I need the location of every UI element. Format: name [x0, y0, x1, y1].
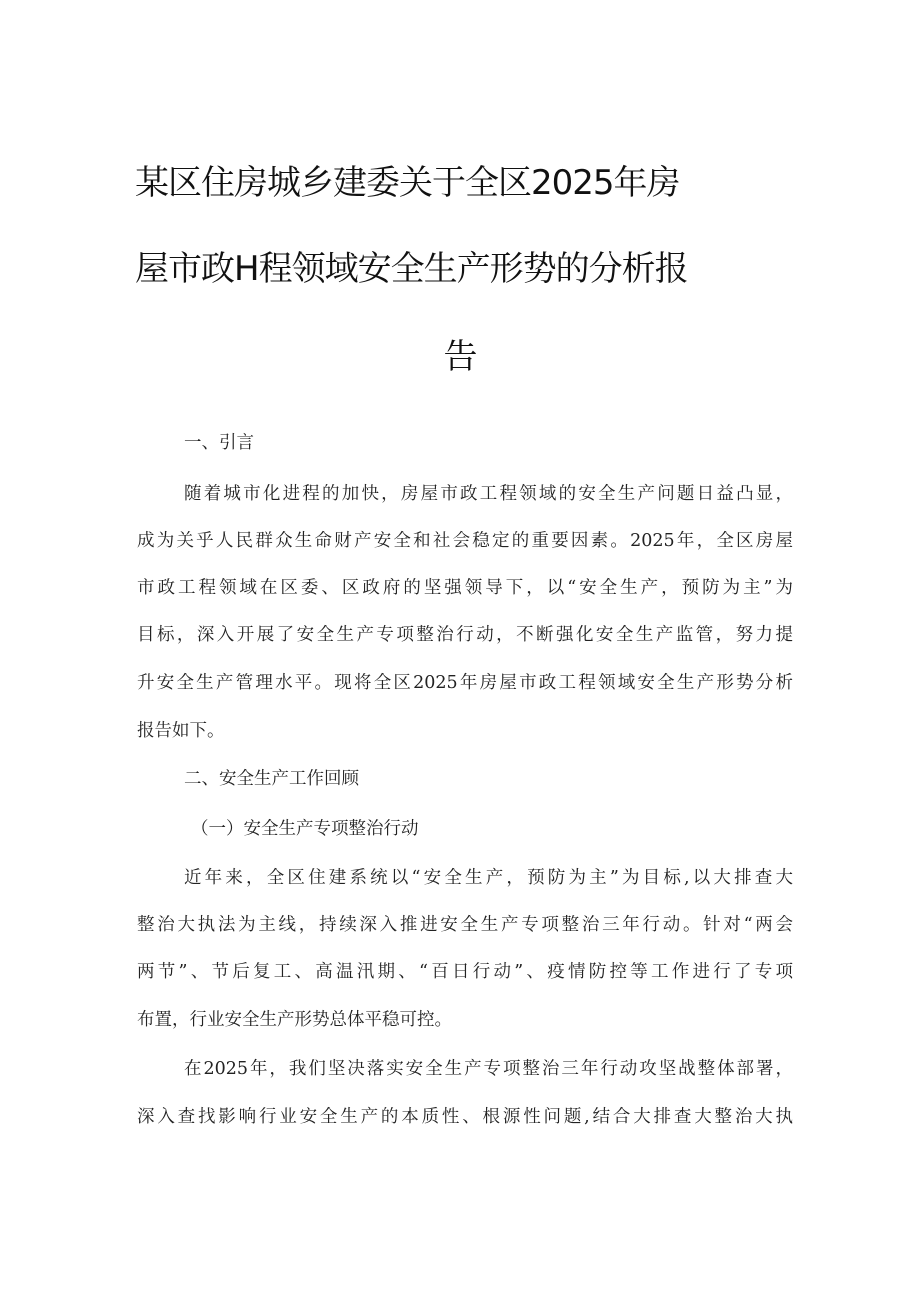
paragraph-line: 两节”、节后复工、高温汛期、“百日行动”、疫情防控等工作进行了专项 — [137, 962, 793, 982]
intro-paragraph-line: 随着城市化进程的加快，房屋市政工程领域的安全生产问题日益凸显， — [184, 484, 793, 504]
section-heading-review: 二、安全生产工作回顾 — [184, 769, 359, 789]
intro-paragraph-line: 市政工程领域在区委、区政府的坚强领导下，以“安全生产，预防为主”为 — [137, 578, 793, 598]
paragraph-line: 近年来，全区住建系统以“安全生产，预防为主”为目标,以大排查大 — [184, 868, 793, 888]
document-title-line-3: 告 — [443, 337, 477, 377]
intro-paragraph-line: 目标，深入开展了安全生产专项整治行动，不断强化安全生产监管，努力提 — [137, 625, 793, 645]
document-title-line-1: 某区住房城乡建委关于全区2025年房 — [135, 163, 680, 203]
intro-paragraph-line: 成为关乎人民群众生命财产安全和社会稳定的重要因素。2025年，全区房屋 — [137, 531, 793, 551]
paragraph-line: 深入查找影响行业安全生产的本质性、根源性问题,结合大排查大整治大执 — [137, 1107, 793, 1127]
paragraph-line: 在2025年，我们坚决落实安全生产专项整治三年行动攻坚战整体部署， — [184, 1059, 793, 1079]
paragraph-line: 整治大执法为主线，持续深入推进安全生产专项整治三年行动。针对“两会 — [137, 915, 793, 935]
intro-paragraph-line: 升安全生产管理水平。现将全区2025年房屋市政工程领域安全生产形势分析 — [137, 673, 793, 693]
intro-paragraph-line: 报告如下。 — [137, 721, 225, 741]
subsection-heading-special-rectification: （一）安全生产专项整治行动 — [191, 819, 419, 839]
document-title-line-2: 屋市政H程领域安全生产形势的分析报 — [135, 249, 688, 289]
section-heading-intro: 一、引言 — [184, 433, 254, 453]
paragraph-line: 布置，行业安全生产形势总体平稳可控。 — [137, 1010, 452, 1030]
